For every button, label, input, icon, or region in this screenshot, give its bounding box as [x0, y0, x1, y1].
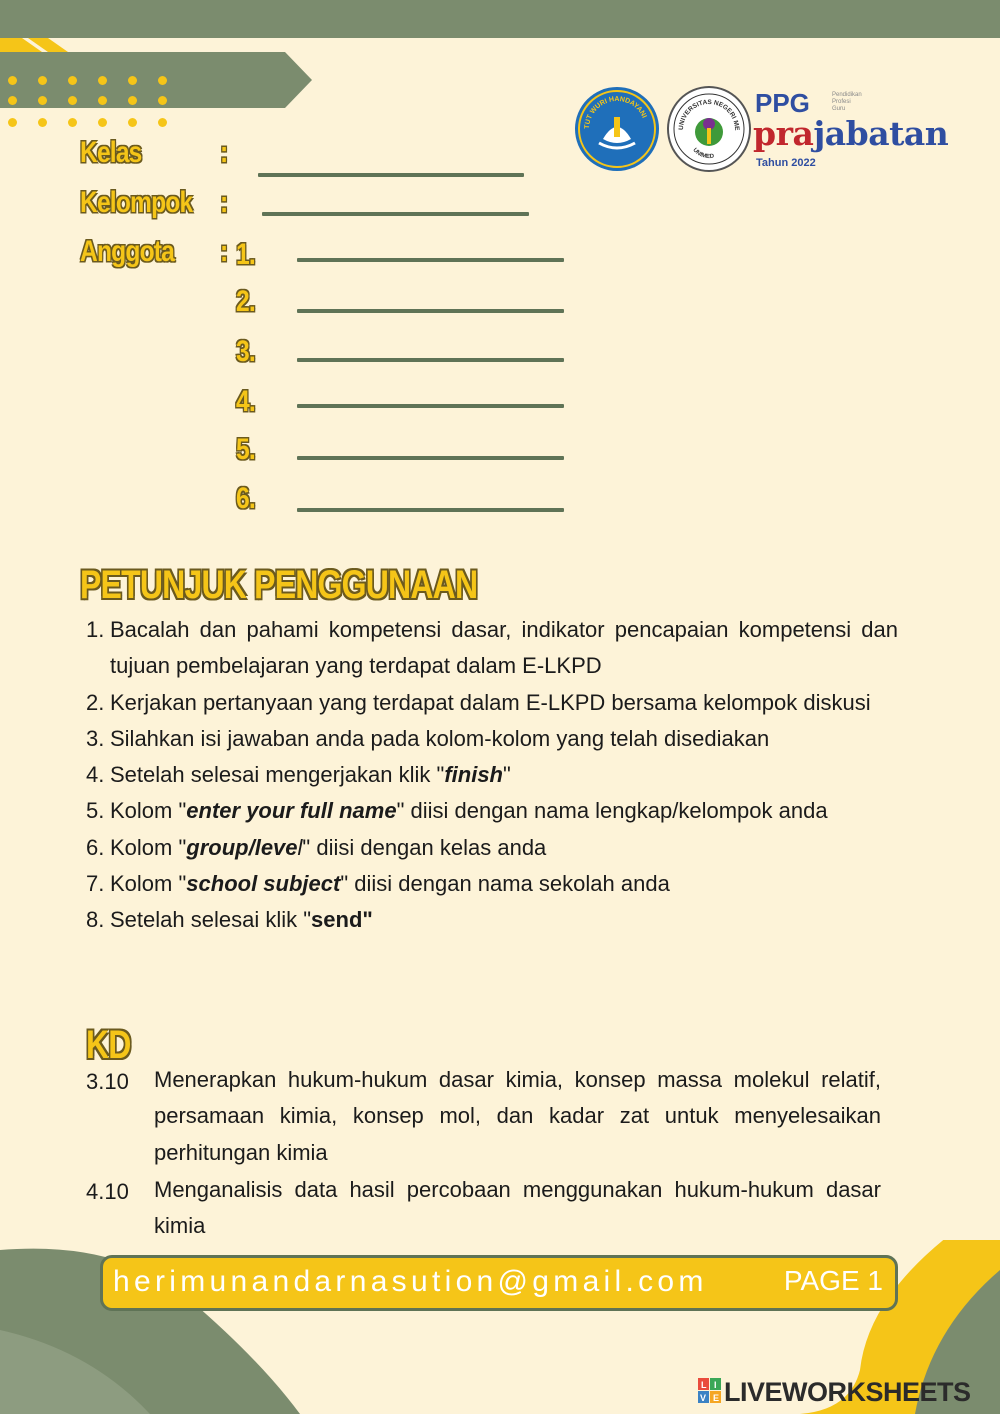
- member-input-line[interactable]: [297, 456, 564, 460]
- instruction-number: 5.: [86, 798, 105, 824]
- instruction-text: Bacalah dan pahami kompetensi dasar, indikator pencapaian kompetensi dan tujuan pembelajaran yang terdapat dalam E-LKPD: [110, 617, 898, 679]
- footer-bar: [100, 1255, 898, 1311]
- instruction-text: Setelah selesai mengerjakan klik ": [110, 762, 445, 788]
- instruction-number: 4.: [86, 762, 105, 788]
- instruction-text: school subject: [186, 871, 341, 897]
- member-input-line[interactable]: [297, 508, 564, 512]
- instruction-text: Kolom ": [110, 834, 187, 860]
- instruction-item: [82, 721, 898, 757]
- instruction-number: 1.: [86, 617, 105, 642]
- liveworksheets-watermark: LIVEWORKSHEETS: [724, 1377, 971, 1407]
- instruction-text: " diisi dengan nama sekolah anda: [340, 871, 670, 897]
- instruction-text: send": [311, 907, 373, 933]
- svg-text:L: L: [701, 1380, 707, 1390]
- kd-code: 3.10: [86, 1069, 129, 1094]
- instruction-item: [82, 793, 898, 829]
- kd-code: 4.10: [86, 1179, 129, 1204]
- instruction-item: [82, 612, 898, 685]
- member-input-line[interactable]: [297, 404, 564, 408]
- instruction-item: [82, 685, 898, 721]
- member-number: 6.: [236, 482, 255, 515]
- svg-text:I: I: [714, 1380, 717, 1390]
- kelompok-label: Kelompok: [80, 186, 193, 219]
- tut-wuri-handayani-logo: [575, 87, 659, 171]
- kelompok-input-line[interactable]: [262, 212, 529, 216]
- kelas-input-line[interactable]: [258, 173, 524, 177]
- instruction-text: enter your full name: [186, 798, 397, 824]
- ppg-logo-text: PPG: [755, 88, 810, 118]
- anggota-colon: :: [220, 235, 228, 268]
- instruction-text: Setelah selesai klik ": [110, 907, 312, 933]
- page-number: PAGE 1: [783, 1265, 883, 1296]
- instructions-list: [82, 612, 898, 939]
- top-bar: [0, 0, 1000, 38]
- dot-pattern: [0, 70, 180, 130]
- instruction-number: 2.: [86, 689, 105, 715]
- instruction-number: 8.: [86, 907, 105, 933]
- instructions-heading: PETUNJUK PENGGUNAAN: [80, 563, 478, 607]
- kelas-label: Kelas: [80, 136, 142, 169]
- instruction-text: ": [503, 762, 511, 788]
- instruction-text: " diisi dengan kelas anda: [302, 834, 547, 860]
- ppg-subtitle: Pendidikan Profesi Guru: [832, 92, 862, 112]
- instruction-number: 6.: [86, 834, 105, 860]
- instruction-text: Kerjakan pertanyaan yang terdapat dalam E-LKPD bersama kelompok diskusi: [110, 689, 871, 715]
- instruction-number: 7.: [86, 871, 105, 897]
- svg-text:UNIMED: UNIMED: [691, 147, 715, 161]
- unimed-logo: [667, 86, 751, 172]
- kelompok-colon: :: [220, 186, 228, 219]
- svg-text:V: V: [700, 1393, 707, 1403]
- svg-text:E: E: [713, 1393, 720, 1403]
- member-number: 2.: [236, 285, 255, 318]
- instruction-item: [82, 866, 898, 902]
- kd-text: Menerapkan hukum-hukum dasar kimia, konsep massa molekul relatif, persamaan kimia, konsep mol, dan kadar zat untuk menyelesaikan perhitungan kimia: [154, 1067, 881, 1165]
- member-number: 1.: [236, 238, 255, 271]
- kd-text: Menganalisis data hasil percobaan menggunakan hukum-hukum dasar kimia: [154, 1177, 881, 1239]
- kd-heading: KD: [86, 1023, 131, 1067]
- member-number: 5.: [236, 433, 255, 466]
- contact-email[interactable]: herimunandarnasution@gmail.com: [113, 1265, 708, 1298]
- member-input-line[interactable]: [297, 258, 564, 262]
- kelas-colon: :: [220, 136, 228, 169]
- anggota-label: Anggota: [80, 235, 175, 268]
- member-number: 3.: [236, 335, 255, 368]
- instruction-text: Kolom ": [110, 798, 187, 824]
- kd-item: [86, 1062, 881, 1171]
- member-number: 4.: [236, 385, 255, 418]
- instruction-item: [82, 757, 898, 793]
- instruction-text: l: [297, 834, 303, 860]
- instruction-item: [82, 902, 898, 938]
- member-input-line[interactable]: [297, 358, 564, 362]
- tahun-label: Tahun 2022: [756, 157, 816, 169]
- instruction-number: 3.: [86, 725, 105, 751]
- instruction-text: " diisi dengan nama lengkap/kelompok anda: [396, 798, 828, 824]
- prajabatan-logo-text: prajabatan: [753, 114, 949, 153]
- svg-text:TUT WURI HANDAYANI: TUT WURI HANDAYANI: [583, 95, 648, 130]
- kd-item: [86, 1172, 881, 1245]
- instruction-text: group/leve: [186, 834, 298, 860]
- instruction-text: finish: [444, 762, 503, 788]
- svg-text:UNIVERSITAS NEGERI MEDAN: UNIVERSITAS NEGERI ME: [677, 98, 741, 131]
- instruction-text: Kolom ": [110, 871, 187, 897]
- instruction-text: Silahkan isi jawaban anda pada kolom-kolom yang telah disediakan: [110, 725, 770, 751]
- member-input-line[interactable]: [297, 309, 564, 313]
- instruction-item: [82, 830, 898, 866]
- liveworksheets-icon: [698, 1378, 722, 1404]
